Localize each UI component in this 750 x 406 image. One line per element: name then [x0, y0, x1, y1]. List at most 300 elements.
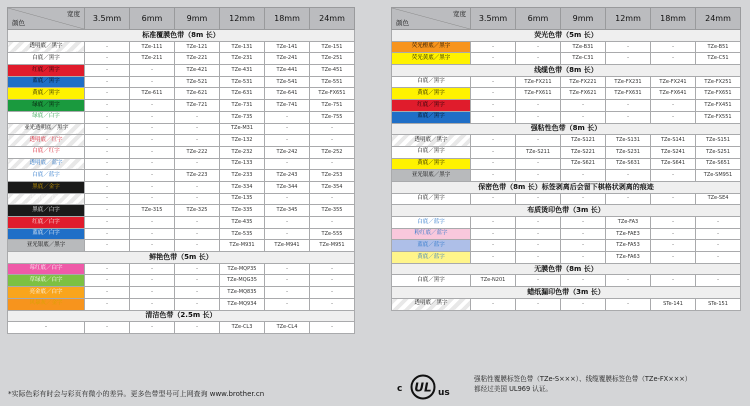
tape-table-left [7, 7, 354, 334]
model-cell: - [310, 158, 355, 170]
model-cell: TZe-251 [310, 53, 355, 65]
model-cell: - [471, 41, 516, 53]
section-title: 无膜色带（8m 长） [392, 263, 741, 275]
model-cell: - [175, 298, 220, 310]
model-cell: - [85, 263, 130, 275]
table-row [8, 228, 355, 240]
color-swatch-label: 蓝底／白字 [8, 228, 85, 240]
model-cell: - [516, 135, 561, 147]
certification-line-1: 强粘性覆膜标签色带（TZe-S×××）、线缆覆膜标签色带（TZe-FX×××） [474, 375, 692, 383]
section-title: 标准覆膜色带（8m 长） [8, 30, 355, 42]
color-swatch-label: 白底／黑字 [392, 146, 471, 158]
model-cell: - [85, 100, 130, 112]
model-cell: - [130, 170, 175, 182]
color-swatch-label: 透明底／黑字 [392, 135, 471, 147]
column-header: 24mm [310, 8, 355, 30]
model-cell: - [130, 287, 175, 299]
color-swatch-label: 荧光橙底／黑字 [392, 41, 471, 53]
model-cell: - [265, 193, 310, 205]
column-header: 6mm [516, 8, 561, 30]
certification-line-2: 都经过美国 UL969 认证。 [474, 385, 553, 394]
model-cell: - [130, 263, 175, 275]
column-header: 24mm [696, 8, 741, 30]
color-swatch-label: 红底／白字 [8, 217, 85, 229]
model-cell: - [516, 240, 561, 252]
model-cell: - [265, 111, 310, 123]
table-row [8, 135, 355, 147]
model-cell: TZe-451 [310, 65, 355, 77]
model-cell: - [516, 53, 561, 65]
column-header: 12mm [606, 8, 651, 30]
model-cell: - [85, 170, 130, 182]
model-cell: TZe-133 [220, 158, 265, 170]
model-cell: TZe-631 [220, 88, 265, 100]
column-header: 9mm [561, 8, 606, 30]
color-swatch-label: 蓝底／黑字 [392, 111, 471, 123]
model-cell: TZe-111 [130, 41, 175, 53]
color-swatch-label: 白底／黑字 [392, 76, 471, 88]
model-cell: TZe-541 [265, 76, 310, 88]
model-cell: - [130, 100, 175, 112]
table-row [392, 41, 741, 53]
table-row [392, 135, 741, 147]
color-swatch-label: 红底／黑字 [392, 100, 471, 112]
model-cell: - [130, 228, 175, 240]
model-cell: - [310, 287, 355, 299]
table-row [8, 53, 355, 65]
width-header-label: 宽度 [453, 10, 466, 18]
model-cell: - [516, 158, 561, 170]
model-cell: TZe-611 [130, 88, 175, 100]
model-cell: TZe-FX231 [606, 76, 651, 88]
model-cell: TZe-S121 [561, 135, 606, 147]
model-cell: - [85, 135, 130, 147]
model-cell: - [265, 123, 310, 135]
model-cell: TZe-FX641 [651, 88, 696, 100]
model-cell: - [471, 252, 516, 264]
model-cell: TZe-735 [220, 111, 265, 123]
model-cell: - [85, 287, 130, 299]
model-cell: - [471, 135, 516, 147]
model-cell: - [606, 298, 651, 310]
color-swatch-label: 黑底／白字 [8, 205, 85, 217]
model-cell: - [130, 275, 175, 287]
model-cell: TZe-334 [220, 181, 265, 193]
width-header-label: 宽度 [67, 10, 80, 18]
model-cell: - [561, 193, 606, 205]
model-cell: - [471, 217, 516, 229]
color-swatch-label: - [8, 322, 85, 334]
model-cell: - [310, 298, 355, 310]
model-cell: - [310, 322, 355, 334]
model-cell: - [471, 170, 516, 182]
model-cell: TZe-531 [220, 76, 265, 88]
model-cell: - [516, 111, 561, 123]
model-cell: TZe-FAE3 [606, 228, 651, 240]
model-cell: - [651, 252, 696, 264]
model-cell: - [130, 76, 175, 88]
model-cell: - [606, 170, 651, 182]
model-cell: TZe-MQP35 [220, 263, 265, 275]
model-cell: - [471, 111, 516, 123]
color-swatch-label: 黄底／黑字 [8, 88, 85, 100]
model-cell: - [265, 135, 310, 147]
model-cell: - [516, 100, 561, 112]
model-cell: TZe-121 [175, 41, 220, 53]
model-cell: - [130, 240, 175, 252]
table-row [392, 100, 741, 112]
footnote: *实际色彩有时会与彩页有微小的差异。更多色带型号可上网查询 www.brother.cn [8, 390, 265, 398]
color-swatch-label: 亮金底／白字 [8, 287, 85, 299]
model-cell: TZe-231 [220, 53, 265, 65]
section-title: 蜡纸漏印色带（3m 长） [392, 287, 741, 299]
table-row [392, 111, 741, 123]
model-cell: TZe-211 [130, 53, 175, 65]
table-row [392, 228, 741, 240]
model-cell: TZe-M951 [310, 240, 355, 252]
model-cell: - [651, 41, 696, 53]
model-cell: - [471, 100, 516, 112]
model-cell: TZe-B31 [561, 41, 606, 53]
model-cell: - [265, 263, 310, 275]
color-swatch-label: 风暴灰／金字 [8, 298, 85, 310]
model-cell: TZe-441 [265, 65, 310, 77]
model-cell: - [651, 228, 696, 240]
model-cell: - [85, 205, 130, 217]
column-header: 9mm [175, 8, 220, 30]
color-swatch-label: 蓝底／蓝字 [392, 240, 471, 252]
model-cell: TZe-CL4 [265, 322, 310, 334]
model-cell: - [85, 217, 130, 229]
section-title: 保密色带（8m 长）标签剥离后会留下棋格状剥离的痕迹 [392, 181, 741, 193]
model-cell: - [130, 158, 175, 170]
model-cell: TZe-FX251 [696, 76, 741, 88]
ul-certification-logo [396, 374, 460, 400]
model-cell: TZe-S631 [606, 158, 651, 170]
model-cell: - [85, 65, 130, 77]
model-cell: TZe-SM951 [696, 170, 741, 182]
model-cell: TZe-FX451 [696, 100, 741, 112]
model-cell: - [561, 298, 606, 310]
model-cell: - [85, 158, 130, 170]
color-swatch-label: 黄底／黑字 [392, 88, 471, 100]
model-cell: - [516, 193, 561, 205]
color-swatch-label: 白底／黑字 [392, 275, 471, 287]
model-cell: - [651, 53, 696, 65]
model-cell: - [606, 111, 651, 123]
model-cell: - [85, 146, 130, 158]
model-cell: TZe-641 [265, 88, 310, 100]
model-cell: TZe-135 [220, 193, 265, 205]
model-cell: - [265, 287, 310, 299]
table-row [8, 76, 355, 88]
model-cell: - [130, 181, 175, 193]
model-cell: TZe-325 [175, 205, 220, 217]
table-row [8, 123, 355, 135]
model-cell: TZe-131 [220, 41, 265, 53]
model-cell: TZe-S641 [651, 158, 696, 170]
table-row [392, 193, 741, 205]
model-cell: - [471, 146, 516, 158]
table-row [8, 217, 355, 229]
color-swatch-label: 白底／黑字 [392, 193, 471, 205]
model-cell: - [85, 228, 130, 240]
model-cell: - [265, 217, 310, 229]
model-cell: - [175, 111, 220, 123]
color-swatch-label: 白底／蓝字 [8, 170, 85, 182]
table-row [392, 88, 741, 100]
model-cell: TZe-221 [175, 53, 220, 65]
model-cell: TZe-FX611 [516, 88, 561, 100]
column-header: 3.5mm [85, 8, 130, 30]
model-cell: - [696, 252, 741, 264]
model-cell: - [85, 275, 130, 287]
model-cell: TZe-S651 [696, 158, 741, 170]
model-cell: - [265, 275, 310, 287]
model-cell: TZe-242 [265, 146, 310, 158]
model-cell: - [651, 217, 696, 229]
model-cell: - [651, 240, 696, 252]
model-cell: TZe-354 [310, 181, 355, 193]
table-row [392, 158, 741, 170]
table-row [392, 146, 741, 158]
model-cell: TZe-243 [265, 170, 310, 182]
model-cell: - [310, 123, 355, 135]
model-cell: - [651, 170, 696, 182]
model-cell: - [130, 135, 175, 147]
model-cell: TZe-M941 [265, 240, 310, 252]
model-cell: - [85, 181, 130, 193]
model-cell: - [561, 240, 606, 252]
model-cell: - [561, 217, 606, 229]
model-cell: TZe-B51 [696, 41, 741, 53]
model-cell: TZe-535 [220, 228, 265, 240]
model-cell: TZe-C31 [561, 53, 606, 65]
section-title: 强粘性色带（8m 长） [392, 123, 741, 135]
color-swatch-label: 莓红底／白字 [8, 263, 85, 275]
model-cell: - [606, 193, 651, 205]
model-cell: TZe-232 [220, 146, 265, 158]
model-cell: - [310, 263, 355, 275]
color-swatch-label: 亚光银底／黑字 [8, 240, 85, 252]
model-cell: - [130, 65, 175, 77]
model-cell: TZe-S241 [651, 146, 696, 158]
table-row [392, 298, 741, 310]
model-cell: TZe-252 [310, 146, 355, 158]
model-cell: - [265, 228, 310, 240]
color-swatch-label: 绿底／黑字 [8, 100, 85, 112]
model-cell: TZe-521 [175, 76, 220, 88]
model-cell: TZe-621 [175, 88, 220, 100]
model-cell: TZe-S231 [606, 146, 651, 158]
table-row [8, 170, 355, 182]
model-cell: - [651, 193, 696, 205]
model-cell: - [516, 228, 561, 240]
model-cell: TZe-M931 [220, 240, 265, 252]
table-row [8, 158, 355, 170]
model-cell: - [606, 275, 651, 287]
model-cell: TZe-FX221 [561, 76, 606, 88]
ul-mark-letters: UL [414, 380, 432, 395]
model-cell: - [85, 41, 130, 53]
table-row [392, 252, 741, 264]
model-cell: - [265, 158, 310, 170]
model-cell: TZe-S211 [516, 146, 561, 158]
color-swatch-label: 透明底／红字 [8, 135, 85, 147]
model-cell: TZe-FX631 [606, 88, 651, 100]
model-cell: - [175, 158, 220, 170]
tape-table-right [391, 7, 740, 311]
model-cell: TZe-241 [265, 53, 310, 65]
table-row [8, 146, 355, 158]
model-cell: - [606, 100, 651, 112]
model-cell: - [85, 298, 130, 310]
model-cell: - [651, 275, 696, 287]
section-title: 荧光色带（5m 长） [392, 30, 741, 42]
table-row [8, 100, 355, 112]
table-row [8, 88, 355, 100]
model-cell: - [696, 228, 741, 240]
model-cell: TZe-233 [220, 170, 265, 182]
model-cell: - [85, 123, 130, 135]
model-cell: - [651, 111, 696, 123]
model-cell: - [85, 322, 130, 334]
color-swatch-label: 黑底／金字 [8, 181, 85, 193]
table-row [8, 205, 355, 217]
header-corner [8, 8, 85, 30]
table-row [8, 263, 355, 275]
model-cell: - [471, 228, 516, 240]
column-header: 18mm [265, 8, 310, 30]
model-cell: - [85, 240, 130, 252]
model-cell: - [471, 53, 516, 65]
model-cell: TZe-555 [310, 228, 355, 240]
model-cell: STe-151 [696, 298, 741, 310]
column-header: 12mm [220, 8, 265, 30]
color-swatch-label: 黄底／蓝字 [392, 252, 471, 264]
certification-note [474, 374, 691, 394]
model-cell: TZe-FX621 [561, 88, 606, 100]
table-row [392, 53, 741, 65]
model-cell: - [561, 275, 606, 287]
model-cell: TZe-345 [265, 205, 310, 217]
model-cell: - [85, 193, 130, 205]
table-row [8, 181, 355, 193]
model-cell: - [516, 275, 561, 287]
model-cell: - [310, 217, 355, 229]
table-row [8, 41, 355, 53]
table-row [392, 76, 741, 88]
model-cell: - [130, 322, 175, 334]
table-row [8, 322, 355, 334]
model-cell: TZe-315 [130, 205, 175, 217]
model-cell: - [175, 240, 220, 252]
model-cell: TZe-S621 [561, 158, 606, 170]
model-cell: - [651, 100, 696, 112]
model-cell: TZe-SE4 [696, 193, 741, 205]
model-cell: TZe-S131 [606, 135, 651, 147]
model-cell: - [696, 275, 741, 287]
table-row [392, 170, 741, 182]
color-swatch-label: 白底／蓝字 [392, 217, 471, 229]
model-cell: TZe-731 [220, 100, 265, 112]
model-cell: - [265, 298, 310, 310]
model-cell: TZe-755 [310, 111, 355, 123]
model-cell: TZe-FA3 [606, 217, 651, 229]
model-cell: - [310, 193, 355, 205]
model-cell: TZe-741 [265, 100, 310, 112]
model-cell: TZe-435 [220, 217, 265, 229]
model-cell: TZe-132 [220, 135, 265, 147]
color-swatch-label: 透明底／黑字 [8, 41, 85, 53]
model-cell: TZe-223 [175, 170, 220, 182]
model-cell: - [606, 41, 651, 53]
model-cell: - [516, 252, 561, 264]
model-cell: - [85, 76, 130, 88]
model-cell: - [471, 240, 516, 252]
color-swatch-label: 白底／红字 [8, 146, 85, 158]
ul-mark-letters-us: us [438, 388, 450, 398]
model-cell: - [175, 275, 220, 287]
model-cell: - [516, 217, 561, 229]
header-corner [392, 8, 471, 30]
model-cell: - [130, 217, 175, 229]
model-cell: TZe-431 [220, 65, 265, 77]
model-cell: TZe-FX651 [310, 88, 355, 100]
table-row [8, 275, 355, 287]
color-swatch-label: 蓝底／黑字 [8, 76, 85, 88]
table-row [392, 275, 741, 287]
model-cell: - [516, 298, 561, 310]
column-header: 3.5mm [471, 8, 516, 30]
model-cell: TZe-CL3 [220, 322, 265, 334]
model-cell: - [516, 170, 561, 182]
model-cell: - [310, 275, 355, 287]
table-row [8, 287, 355, 299]
model-cell: STe-141 [651, 298, 696, 310]
table-row [392, 217, 741, 229]
model-cell: TZe-C51 [696, 53, 741, 65]
model-cell: - [561, 100, 606, 112]
model-cell: TZe-S221 [561, 146, 606, 158]
model-cell: TZe-344 [265, 181, 310, 193]
column-header: 18mm [651, 8, 696, 30]
model-cell: TZe-253 [310, 170, 355, 182]
model-cell: - [175, 217, 220, 229]
model-cell: - [175, 135, 220, 147]
model-cell: TZe-FX241 [651, 76, 696, 88]
color-swatch-label: 红底／黑字 [8, 65, 85, 77]
color-swatch-label: 透明底／蓝字 [8, 158, 85, 170]
color-swatch-label: 粉红底／蓝字 [392, 228, 471, 240]
model-cell: TZe-151 [310, 41, 355, 53]
model-cell: TZe-N201 [471, 275, 516, 287]
model-cell: - [471, 76, 516, 88]
model-cell: TZe-335 [220, 205, 265, 217]
model-cell: TZe-MQ835 [220, 287, 265, 299]
table-row [8, 240, 355, 252]
model-cell: - [310, 135, 355, 147]
model-cell: - [516, 41, 561, 53]
model-cell: TZe-MQG35 [220, 275, 265, 287]
model-cell: - [130, 123, 175, 135]
section-title: 鲜艳色带（5m 长） [8, 252, 355, 264]
model-cell: - [130, 146, 175, 158]
model-cell: TZe-551 [310, 76, 355, 88]
model-cell: TZe-MQ934 [220, 298, 265, 310]
model-cell: - [130, 111, 175, 123]
color-header-label: 颜色 [12, 18, 25, 27]
